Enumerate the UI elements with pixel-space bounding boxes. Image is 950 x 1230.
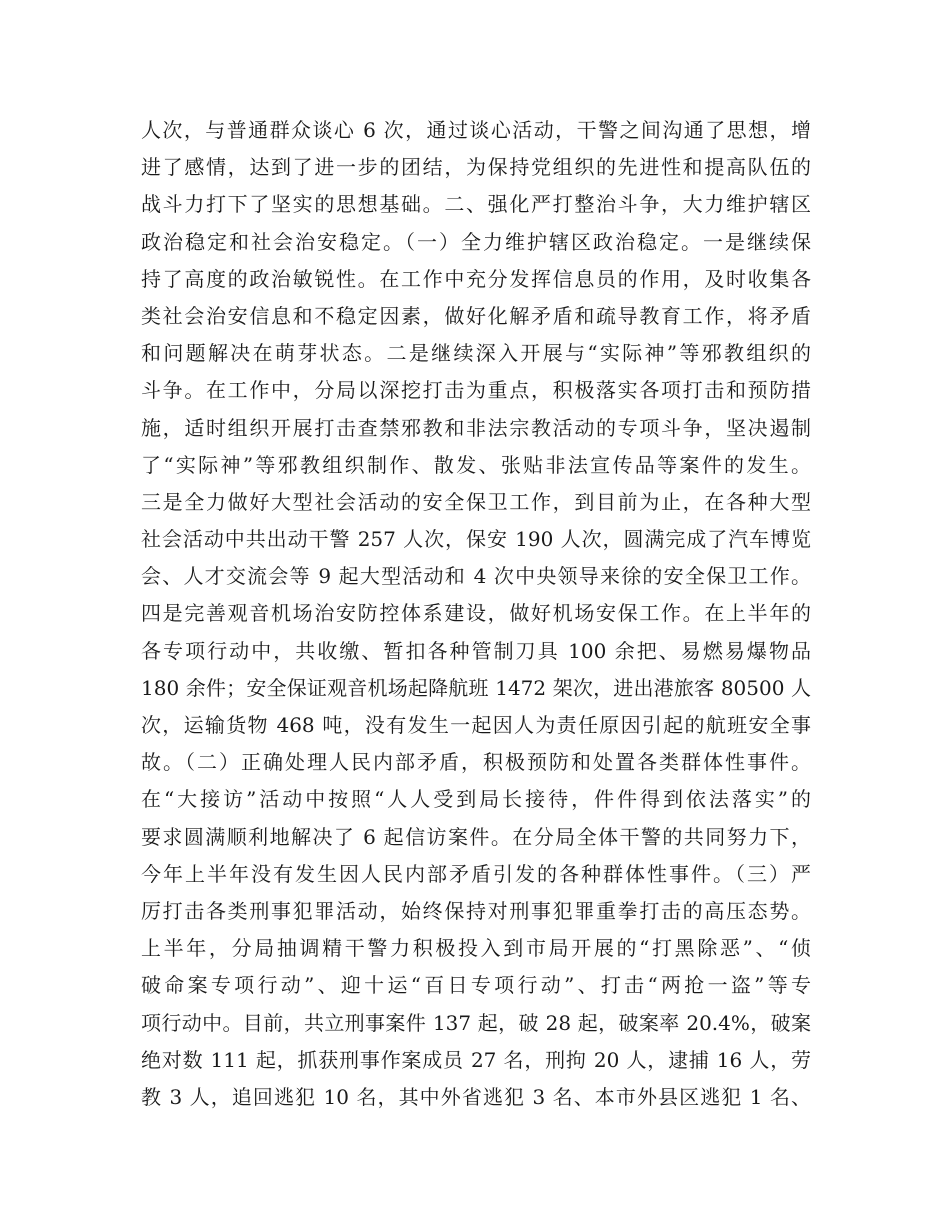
text-line: 在“大接访”活动中按照“人人受到局长接待，件件得到依法落实”的 xyxy=(141,787,811,812)
text-line: 教 3 人，追回逃犯 10 名，其中外省逃犯 3 名、本市外县区逃犯 1 名、 xyxy=(141,1084,811,1109)
text-line: 破命案专项行动”、迎十运“百日专项行动”、打击“两抢一盗”等专 xyxy=(141,973,811,998)
text-line: 政治稳定和社会治安稳定。（一）全力维护辖区政治稳定。一是继续保 xyxy=(141,229,811,254)
text-line: 要求圆满顺利地解决了 6 起信访案件。在分局全体干警的共同努力下， xyxy=(141,824,811,849)
text-line: 和问题解决在萌芽状态。二是继续深入开展与“实际神”等邪教组织的 xyxy=(141,341,811,366)
text-line: 上半年，分局抽调精干警力积极投入到市局开展的“打黑除恶”、“侦 xyxy=(141,936,811,961)
text-line: 三是全力做好大型社会活动的安全保卫工作，到目前为止，在各种大型 xyxy=(141,489,811,514)
text-line: 施，适时组织开展打击查禁邪教和非法宗教活动的专项斗争，坚决遏制 xyxy=(141,415,811,440)
text-line: 了“实际神”等邪教组织制作、散发、张贴非法宣传品等案件的发生。 xyxy=(141,452,811,477)
text-line: 今年上半年没有发生因人民内部矛盾引发的各种群体性事件。（三）严 xyxy=(141,861,811,886)
text-line: 持了高度的政治敏锐性。在工作中充分发挥信息员的作用，及时收集各 xyxy=(141,266,811,291)
text-line: 类社会治安信息和不稳定因素，做好化解矛盾和疏导教育工作，将矛盾 xyxy=(141,303,811,328)
text-line: 180 余件；安全保证观音机场起降航班 1472 架次，进出港旅客 80500 人 xyxy=(141,675,811,700)
text-line: 绝对数 111 起，抓获刑事作案成员 27 名，刑拘 20 人，逮捕 16 人，劳 xyxy=(141,1047,811,1072)
text-line: 厉打击各类刑事犯罪活动，始终保持对刑事犯罪重拳打击的高压态势。 xyxy=(141,898,811,923)
text-line: 会、人才交流会等 9 起大型活动和 4 次中央领导来徐的安全保卫工作。 xyxy=(141,564,811,589)
text-line: 项行动中。目前，共立刑事案件 137 起，破 28 起，破案率 20.4%，破案 xyxy=(141,1010,811,1035)
text-line: 斗争。在工作中，分局以深挖打击为重点，积极落实各项打击和预防措 xyxy=(141,378,811,403)
text-line: 次，运输货物 468 吨，没有发生一起因人为责任原因引起的航班安全事 xyxy=(141,713,811,737)
text-line: 战斗力打下了坚实的思想基础。二、强化严打整治斗争，大力维护辖区 xyxy=(141,192,811,217)
text-line: 进了感情，达到了进一步的团结，为保持党组织的先进性和提高队伍的 xyxy=(141,155,811,180)
text-line: 各专项行动中，共收缴、暂扣各种管制刀具 100 余把、易燃易爆物品 xyxy=(141,638,811,663)
text-line: 故。（二）正确处理人民内部矛盾，积极预防和处置各类群体性事件。 xyxy=(141,750,811,775)
text-line: 社会活动中共出动干警 257 人次，保安 190 人次，圆满完成了汽车博览 xyxy=(141,527,811,552)
body-text xyxy=(141,112,811,1116)
text-line: 四是完善观音机场治安防控体系建设，做好机场安保工作。在上半年的 xyxy=(141,601,811,626)
text-line: 人次，与普通群众谈心 6 次，通过谈心活动，干警之间沟通了思想，增 xyxy=(141,118,811,142)
